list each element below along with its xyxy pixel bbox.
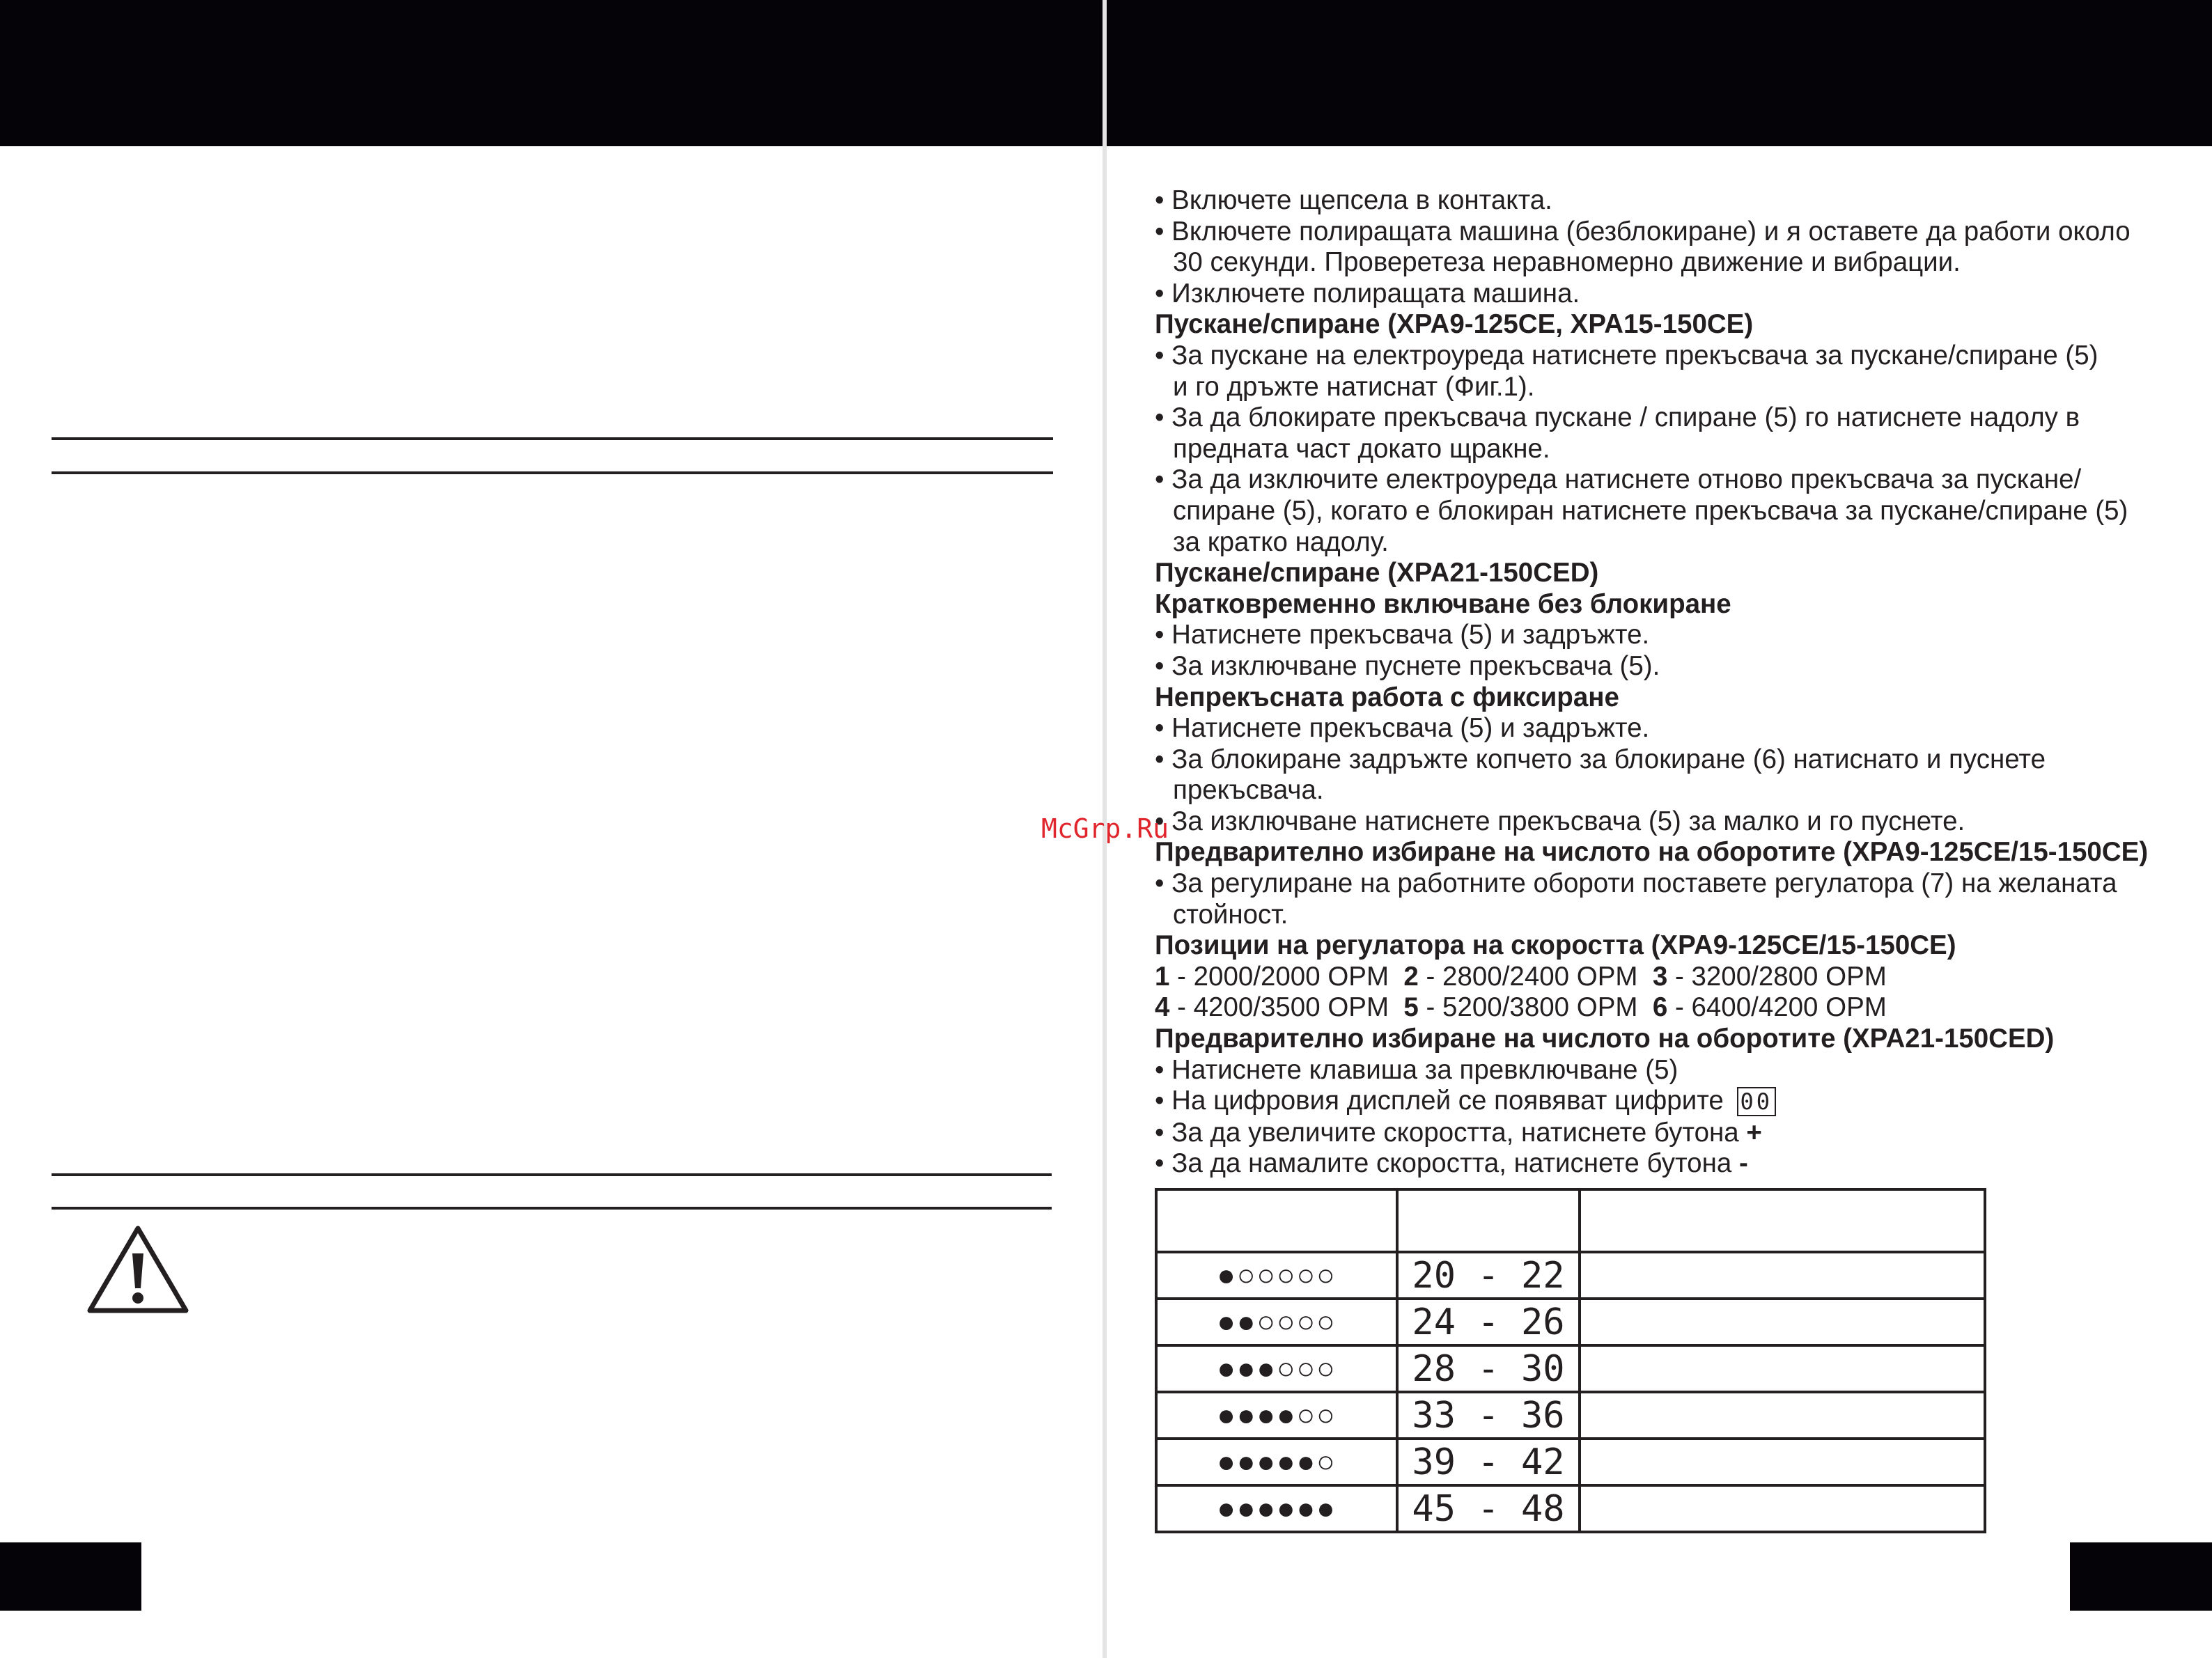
watermark: McGrp.Ru	[1041, 813, 1169, 844]
instruction-line: • За да блокирате прекъсвача пускане / спиране (5) го натиснете надолу в	[1155, 402, 2080, 433]
speed-level-dots: ●●○○○○	[1156, 1299, 1397, 1345]
instruction-line: • Натиснете прекъсвача (5) и задръжте.	[1155, 620, 1650, 650]
instruction-line: прекъсвача.	[1173, 775, 1324, 806]
section-heading: Непрекъсната работа с фиксиране	[1155, 682, 1619, 712]
speed-table-row	[1156, 1392, 1985, 1439]
position-number: 3	[1652, 961, 1668, 992]
speed-level-dots: ●●●●○○	[1156, 1392, 1397, 1439]
instruction-line: стойност.	[1173, 899, 1288, 930]
section-rule-top-1	[52, 437, 1053, 440]
section-rule-bottom-1	[52, 1173, 1052, 1176]
speed-table-row	[1156, 1439, 1985, 1485]
instruction-line: • За изключване пуснете прекъсвача (5).	[1155, 650, 1660, 681]
position-number: 6	[1652, 992, 1668, 1023]
position-number: 2	[1403, 961, 1419, 992]
page-number-tab-left	[0, 1542, 141, 1611]
display-digits: 00	[1737, 1087, 1777, 1116]
instruction-line: • За регулиране на работните обороти поставете регулатора (7) на желаната	[1155, 868, 2117, 899]
instruction-line: за кратко надолу.	[1173, 526, 1389, 557]
speed-table-empty-cell	[1580, 1299, 1985, 1345]
left-header-band	[0, 0, 1103, 146]
increase-key: +	[1746, 1117, 1762, 1148]
speed-table-empty-cell	[1580, 1439, 1985, 1485]
speed-table-header-cell	[1397, 1189, 1580, 1252]
speed-table-empty-cell	[1580, 1252, 1985, 1299]
instruction-line: • За изключване натиснете прекъсвача (5) за малко и го пуснете.	[1155, 806, 1965, 836]
speed-table-empty-cell	[1580, 1392, 1985, 1439]
position-value: - 2000/2000 OPM	[1169, 961, 1404, 992]
decrease-line-text: • За да намалите скоростта, натиснете бутона	[1155, 1148, 1732, 1179]
section-rule-top-2	[52, 471, 1053, 474]
section-heading: Кратковременно включване без блокиране	[1155, 588, 1731, 619]
position-number: 5	[1403, 992, 1419, 1023]
instruction-line: спиране (5), когато е блокиран натиснете прекъсвача за пускане/спиране (5)	[1173, 495, 2128, 526]
section-heading: Позиции на регулатора на скоростта (XPA9-125CE/15-150CE)	[1155, 930, 1956, 961]
speed-position-line	[1155, 992, 2199, 1024]
instruction-line: • За блокиране задръжте копчето за блокиране (6) натиснато и пуснете	[1155, 744, 2046, 774]
speed-level-dots: ●○○○○○	[1156, 1252, 1397, 1299]
instruction-line: • Натиснете прекъсвача (5) и задръжте.	[1155, 713, 1650, 744]
speed-display-range: 20 - 22	[1397, 1252, 1580, 1299]
press-key-line: • Натиснете клавиша за превключване (5)	[1155, 1054, 1679, 1085]
instruction-line: • Изключете полиращата машина.	[1155, 278, 1580, 308]
position-value: - 2800/2400 OPM	[1418, 961, 1653, 992]
preselect-ced-heading: Предварително избиране на числото на оборотите (XPA21-150CED)	[1155, 1024, 2055, 1054]
speed-display-range: 24 - 26	[1397, 1299, 1580, 1345]
instructions-column	[1155, 185, 2199, 1180]
speed-display-range: 39 - 42	[1397, 1439, 1580, 1485]
speed-level-dots: ●●●○○○	[1156, 1345, 1397, 1392]
speed-table-row	[1156, 1252, 1985, 1299]
instruction-line: • Включете полиращата машина (безблокиране) и я оставете да работи около	[1155, 216, 2131, 247]
instruction-lines	[1155, 185, 2199, 962]
instruction-line: • За пускане на електроуреда натиснете прекъсвача за пускане/спиране (5)	[1155, 340, 2098, 370]
decrease-key: -	[1738, 1148, 1748, 1179]
right-header-band	[1107, 0, 2212, 146]
section-heading: Предварително избиране на числото на оборотите (XPA9-125CE/15-150CE)	[1155, 837, 2149, 868]
speed-table	[1155, 1188, 1986, 1533]
speed-display-range: 45 - 48	[1397, 1485, 1580, 1532]
instruction-line: и го дръжте натиснат (Фиг.1).	[1173, 371, 1535, 402]
increase-line-text: • За да увеличите скоростта, натиснете бутона	[1155, 1117, 1739, 1148]
display-line-text: • На цифровия дисплей се появяват цифрите	[1155, 1086, 1724, 1116]
speed-table-empty-cell	[1580, 1345, 1985, 1392]
decrease-line	[1155, 1148, 2199, 1180]
speed-level-dots: ●●●●●○	[1156, 1439, 1397, 1485]
position-value: - 6400/4200 OPM	[1667, 992, 1887, 1023]
increase-line	[1155, 1118, 2199, 1149]
warning-triangle-icon	[86, 1224, 189, 1315]
page-number-tab-right	[2070, 1542, 2212, 1611]
position-value: - 3200/2800 OPM	[1667, 961, 1887, 992]
speed-table-header-row	[1156, 1189, 1985, 1252]
speed-positions	[1155, 962, 2199, 1024]
position-value: - 5200/3800 OPM	[1418, 992, 1653, 1023]
speed-position-line	[1155, 962, 2199, 993]
speed-table-header-cell	[1580, 1189, 1985, 1252]
section-heading: Пускане/спиране (XPA9-125CE, XPA15-150CE)	[1155, 309, 1754, 340]
instruction-line: • Включете щепсела в контакта.	[1155, 185, 1552, 215]
position-number: 4	[1155, 992, 1170, 1023]
position-number: 1	[1155, 961, 1170, 992]
section-rule-bottom-2	[52, 1207, 1052, 1210]
instruction-line: 30 секунди. Проверетеза неравномерно движение и вибрации.	[1173, 247, 1961, 278]
section-heading: Пускане/спиране (XPA21-150CED)	[1155, 558, 1599, 588]
speed-table-row	[1156, 1485, 1985, 1532]
instruction-line: предната част докато щракне.	[1173, 433, 1550, 464]
speed-level-dots: ●●●●●●	[1156, 1485, 1397, 1532]
speed-display-range: 28 - 30	[1397, 1345, 1580, 1392]
speed-table-row	[1156, 1299, 1985, 1345]
display-line	[1155, 1086, 2199, 1118]
speed-display-range: 33 - 36	[1397, 1392, 1580, 1439]
speed-table-header-cell	[1156, 1189, 1397, 1252]
speed-table-empty-cell	[1580, 1485, 1985, 1532]
speed-table-row	[1156, 1345, 1985, 1392]
instruction-line: • За да изключите електроуреда натиснете отново прекъсвача за пускане/	[1155, 464, 2082, 495]
position-value: - 4200/3500 OPM	[1169, 992, 1404, 1023]
